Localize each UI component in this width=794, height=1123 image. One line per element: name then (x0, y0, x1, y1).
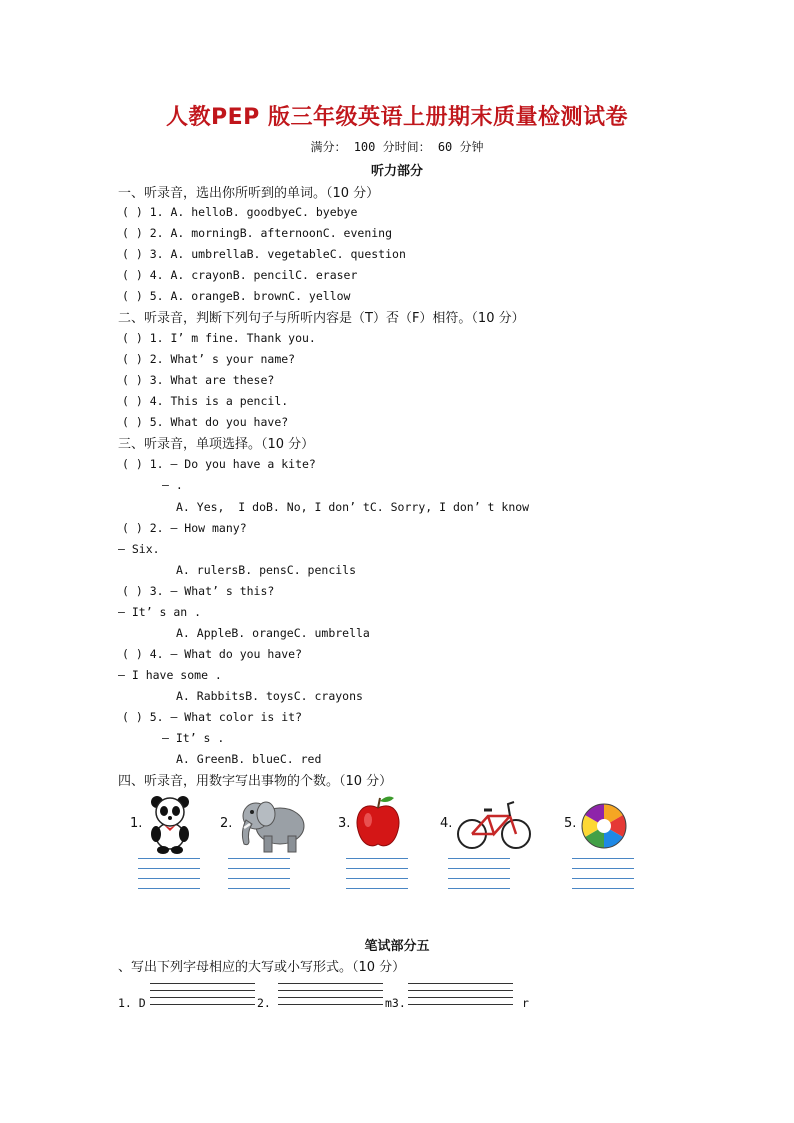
writing-line[interactable] (150, 990, 255, 991)
writing-line[interactable] (150, 983, 255, 984)
q5-item-label: m3. (385, 996, 406, 1010)
q2-item: ( ) 5. What do you have? (122, 415, 289, 429)
page-title: 人教PEP 版三年级英语上册期末质量检测试卷 (166, 105, 628, 130)
q3-line: ( ) 5. — What color is it? (122, 710, 303, 724)
answer-lines[interactable] (346, 858, 408, 898)
picture-item (440, 792, 560, 902)
writing-section-heading: 笔试部分五 (364, 939, 430, 954)
writing-line[interactable] (408, 990, 513, 991)
elephant-icon (234, 792, 312, 854)
picture-number: 5. (564, 816, 577, 831)
bicycle-icon (454, 792, 534, 854)
q5-item-label: 2. (257, 996, 271, 1010)
q3-options: A. rulersB. pensC. pencils (176, 563, 357, 577)
q1-heading: 一、听录音，选出你所听到的单词。（10 分） (118, 186, 380, 201)
q2-heading: 二、听录音，判断下列句子与所听内容是（T）否（F）相符。（10 分） (118, 311, 525, 326)
q5-item-label: r (522, 996, 529, 1010)
q3-line: ( ) 4. — What do you have? (122, 647, 303, 661)
q1-item: ( ) 2. A. morningB. afternoonC. evening (122, 226, 393, 240)
writing-line[interactable] (278, 1004, 383, 1005)
picture-item (220, 792, 340, 902)
q2-item: ( ) 4. This is a pencil. (122, 394, 289, 408)
q3-line: — I have some . (118, 668, 222, 682)
q3-line: ( ) 3. — What’ s this? (122, 584, 275, 598)
listening-section-heading: 听力部分 (370, 164, 423, 179)
q1-item: ( ) 3. A. umbrellaB. vegetableC. question (122, 247, 406, 261)
picture-number: 3. (338, 816, 351, 831)
picture-number: 4. (440, 816, 453, 831)
q3-line: — It’ s . (162, 731, 225, 745)
q3-options: A. Yes, I doB. No, I don’ tC. Sorry, I don’ t know (176, 500, 530, 514)
apple-icon (352, 792, 404, 854)
answer-lines[interactable] (138, 858, 200, 898)
ball-icon (578, 792, 630, 854)
answer-lines[interactable] (228, 858, 290, 898)
q3-heading: 三、听录音，单项选择。（10 分） (118, 437, 315, 452)
answer-lines[interactable] (448, 858, 510, 898)
q2-item: ( ) 1. I’ m fine. Thank you. (122, 331, 316, 345)
q5-heading: 、写出下列字母相应的大写或小写形式。（10 分） (118, 960, 406, 975)
panda-icon (144, 792, 196, 854)
writing-line[interactable] (278, 983, 383, 984)
writing-line[interactable] (408, 1004, 513, 1005)
exam-meta: 满分： 100 分时间： 60 分钟 (310, 140, 484, 154)
writing-line[interactable] (150, 997, 255, 998)
writing-line[interactable] (408, 997, 513, 998)
q1-item: ( ) 5. A. orangeB. brownC. yellow (122, 289, 351, 303)
q3-options: A. RabbitsB. toysC. crayons (176, 689, 363, 703)
writing-line[interactable] (278, 990, 383, 991)
writing-line[interactable] (150, 1004, 255, 1005)
q3-line: ( ) 1. — Do you have a kite? (122, 457, 316, 471)
q3-line: ( ) 2. — How many? (122, 521, 247, 535)
q2-item: ( ) 2. What’ s your name? (122, 352, 296, 366)
picture-number: 2. (220, 816, 233, 831)
picture-row (130, 792, 650, 902)
q3-options: A. GreenB. blueC. red (176, 752, 322, 766)
q1-item: ( ) 1. A. helloB. goodbyeC. byebye (122, 205, 358, 219)
q5-item-label: 1. D (118, 996, 146, 1010)
picture-item (564, 792, 684, 902)
q3-line: — It’ s an . (118, 605, 202, 619)
q1-item: ( ) 4. A. crayonB. pencilC. eraser (122, 268, 358, 282)
picture-number: 1. (130, 816, 143, 831)
q2-item: ( ) 3. What are these? (122, 373, 275, 387)
answer-lines[interactable] (572, 858, 634, 898)
q3-options: A. AppleB. orangeC. umbrella (176, 626, 370, 640)
writing-line[interactable] (278, 997, 383, 998)
writing-line[interactable] (408, 983, 513, 984)
q3-line: — Six. (118, 542, 160, 556)
q3-line: — . (162, 478, 183, 492)
q4-heading: 四、听录音，用数字写出事物的个数。（10 分） (118, 774, 393, 789)
